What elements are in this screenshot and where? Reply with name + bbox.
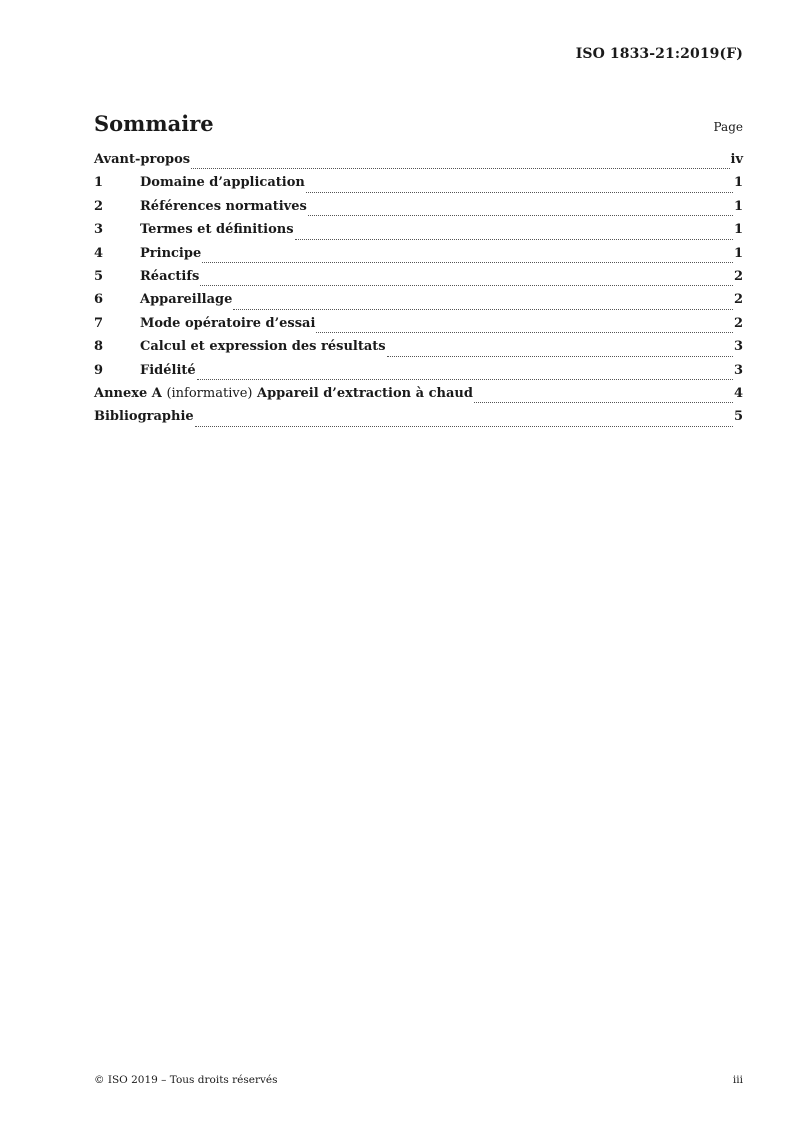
toc-entry-number: 5 xyxy=(94,268,104,284)
table-of-contents xyxy=(94,152,743,433)
toc-entry-number: 6 xyxy=(94,292,104,308)
toc-entry-label[interactable]: Fidélité xyxy=(140,362,196,378)
toc-entry-page: 5 xyxy=(733,409,743,425)
annex-note: (informative) xyxy=(166,385,253,401)
toc-entry-page: 3 xyxy=(733,339,743,355)
toc-entry-page: 3 xyxy=(733,362,743,378)
toc-entry-1[interactable] xyxy=(94,175,743,198)
footer-page-number: iii xyxy=(732,1074,743,1086)
toc-entry-number: 7 xyxy=(94,315,104,331)
dot-leader xyxy=(474,401,733,403)
toc-entry-page: 2 xyxy=(733,268,743,284)
toc-entry-bibliographie[interactable] xyxy=(94,409,743,432)
toc-entry-number: 4 xyxy=(94,245,104,261)
dot-leader xyxy=(308,214,733,216)
toc-entry-label[interactable]: Références normatives xyxy=(140,198,307,214)
toc-entry-page: 1 xyxy=(733,198,743,214)
annex-title: Appareil d’extraction à chaud xyxy=(257,385,473,401)
dot-leader xyxy=(197,378,733,380)
toc-entry-label[interactable]: Domaine d’application xyxy=(140,175,305,191)
toc-entry-9[interactable] xyxy=(94,363,743,386)
dot-leader xyxy=(295,238,733,240)
toc-entry-8[interactable] xyxy=(94,339,743,362)
footer-copyright: © ISO 2019 – Tous droits réservés xyxy=(94,1074,278,1086)
dot-leader xyxy=(306,191,733,193)
toc-entry-number: 1 xyxy=(94,175,104,191)
toc-entry-label[interactable]: Réactifs xyxy=(140,268,200,284)
dot-leader xyxy=(387,355,733,357)
toc-entry-number: 3 xyxy=(94,222,104,238)
toc-header xyxy=(94,111,743,136)
toc-entry-label[interactable]: Bibliographie xyxy=(94,409,194,425)
annex-prefix: Annexe A xyxy=(94,385,162,401)
toc-entry-page: 2 xyxy=(733,292,743,308)
toc-entry-page: 4 xyxy=(733,385,743,401)
document-id: ISO 1833-21:2019(F) xyxy=(575,46,743,62)
dot-leader xyxy=(316,331,733,333)
toc-entry-7[interactable] xyxy=(94,316,743,339)
page-column-label: Page xyxy=(713,120,743,134)
dot-leader xyxy=(233,308,733,310)
toc-entry-annexe-a[interactable] xyxy=(94,386,743,409)
toc-entry-number: 2 xyxy=(94,198,104,214)
toc-entry-number: 8 xyxy=(94,339,104,355)
toc-entry-page: 2 xyxy=(733,315,743,331)
toc-entry-label[interactable]: Calcul et expression des résultats xyxy=(140,339,386,355)
toc-entry-2[interactable] xyxy=(94,199,743,222)
dot-leader xyxy=(195,425,733,427)
toc-entry-label[interactable]: Avant-propos xyxy=(94,152,191,167)
dot-leader xyxy=(200,284,733,286)
toc-entry-3[interactable] xyxy=(94,222,743,245)
toc-entry-6[interactable] xyxy=(94,292,743,315)
toc-entry-label[interactable]: Mode opératoire d’essai xyxy=(140,315,316,331)
dot-leader xyxy=(202,261,733,263)
toc-entry-5[interactable] xyxy=(94,269,743,292)
toc-entry-4[interactable] xyxy=(94,246,743,269)
toc-entry-page: iv xyxy=(730,152,743,167)
toc-entry-avant-propos[interactable] xyxy=(94,152,743,175)
toc-entry-page: 1 xyxy=(733,245,743,261)
toc-entry-page: 1 xyxy=(733,175,743,191)
toc-title: Sommaire xyxy=(94,111,214,136)
toc-entry-page: 1 xyxy=(733,222,743,238)
toc-entry-label[interactable]: Principe xyxy=(140,245,202,261)
toc-entry-label[interactable]: Appareillage xyxy=(140,292,233,308)
toc-entry-number: 9 xyxy=(94,362,104,378)
toc-entry-label[interactable] xyxy=(94,386,473,401)
dot-leader xyxy=(191,167,729,169)
toc-entry-label[interactable]: Termes et définitions xyxy=(140,222,294,238)
